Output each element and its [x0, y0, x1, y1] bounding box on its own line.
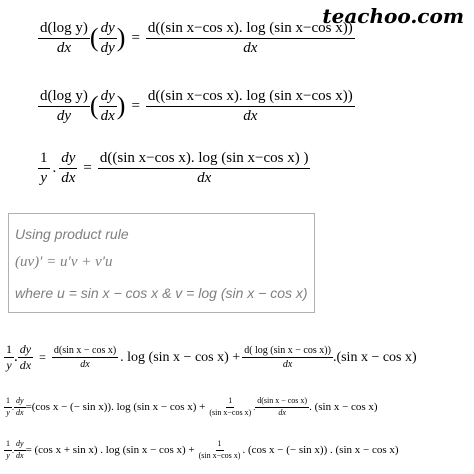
equation-line-3 [38, 150, 310, 186]
numerator: 1 [4, 343, 14, 358]
numerator: 1 [38, 150, 50, 169]
bottom-row-1: $\frac{1}{y}$ . $\frac{dy}{dx}$ = $\frac{\text{d(sin x − cos x)}}{dx}$ . log (sin x − cos x) + $\frac{\text{d( log (sin x − cos x))}}{dx}$ .(sin x − cos x) [6, 342, 417, 373]
fraction [38, 150, 50, 186]
product-rule-where: where u = sin x − cos x & v = log (sin x − cos x) [15, 285, 308, 301]
denominator: dx [278, 407, 286, 417]
denominator: dx [282, 359, 293, 371]
bottom-row-2: $\frac{1}{y}$ . $\frac{dy}{dx}$ =(cos x − (− sin x)). log (sin x − cos x) + $\frac{1}{\text{(sin x−cos x)}}$ . $\frac{\text{d(sin x − cos x)}}{dx}$ . (sin x − cos x) [6, 396, 378, 417]
denominator: dx [56, 39, 72, 56]
equation-line-1: $\frac{\text{d(log y)}}{dx}$ ( $\frac{dy}{dy}$ ) = $\frac{\text{d((sin x−cos x). log (sin x−cos x))}}{dx}$ [40, 20, 353, 56]
numerator: dy [18, 343, 33, 358]
term-text: =(cos x − (− sin x)). log (sin x − cos x) + [25, 401, 206, 414]
numerator: d((sin x−cos x). log (sin x−cos x) ) [98, 150, 311, 169]
product-rule-box [8, 213, 315, 313]
fraction [98, 150, 311, 186]
numerator: dy [14, 397, 26, 408]
numerator: d((sin x−cos x). log (sin x−cos x)) [146, 20, 355, 39]
fraction [146, 88, 355, 124]
fraction [4, 397, 12, 418]
term-text: . (cos x − (− sin x)) . (sin x − cos x) [242, 444, 399, 457]
fraction [14, 440, 26, 461]
term-text: = (cos x + sin x) . log (sin x − cos x) + [25, 444, 195, 457]
fraction [38, 88, 90, 124]
term-text: . log (sin x − cos x) + [120, 349, 241, 365]
numerator: 1 [226, 397, 234, 408]
fraction [18, 343, 33, 372]
fraction [4, 343, 14, 372]
denominator: dx [16, 450, 24, 460]
equals-sign: = [131, 97, 140, 114]
numerator: 1 [216, 440, 224, 451]
numerator: d(log y) [38, 20, 90, 39]
denominator: dx [61, 169, 76, 186]
denominator: y [40, 169, 48, 186]
teachoo-logo: teachoo.com [322, 4, 464, 28]
fraction [99, 20, 117, 56]
denominator: (sin x−cos x) [198, 450, 241, 460]
product-rule-title: Using product rule [15, 226, 129, 242]
numerator: 1 [4, 397, 12, 408]
bottom-row-3: $\frac{1}{y}$ . $\frac{dy}{dx}$ = (cos x + sin x) . log (sin x − cos x) + $\frac{1}{\text{(sin x−cos x)}}$ . (cos x − (− sin x)) . (sin x − cos x) [6, 439, 399, 460]
numerator: d( log (sin x − cos x)) [244, 345, 331, 357]
denominator: dx [16, 407, 24, 417]
fraction [146, 20, 355, 56]
fraction [38, 20, 90, 56]
denominator: (sin x−cos x) [209, 407, 252, 417]
denominator: y [6, 450, 10, 460]
denominator: y [6, 407, 10, 417]
equation-line-2: $\frac{\text{d(log y)}}{dy}$ ( $\frac{dy}{dx}$ ) = $\frac{\text{d((sin x−cos x). log (sin x−cos x))}}{dx}$ [40, 88, 353, 124]
fraction [14, 397, 26, 418]
numerator: dy [99, 20, 117, 39]
equals-sign: = [83, 159, 92, 176]
fraction [4, 440, 12, 461]
numerator: dy [14, 440, 26, 451]
fraction [52, 345, 118, 370]
denominator: dx [197, 169, 212, 186]
fraction [255, 397, 309, 418]
numerator: d(sin x − cos x) [53, 345, 117, 357]
fraction [59, 150, 77, 186]
denominator: y [6, 358, 12, 373]
dot: . [52, 159, 57, 176]
numerator: d(sin x − cos x) [255, 397, 309, 408]
denominator: dy [100, 39, 115, 56]
numerator: d((sin x−cos x). log (sin x−cos x)) [146, 88, 355, 107]
numerator: dy [99, 88, 117, 107]
fraction [197, 440, 243, 461]
denominator: dx [100, 107, 115, 124]
denominator: dx [243, 107, 258, 124]
fraction [207, 397, 253, 418]
fraction [99, 88, 117, 124]
denominator: dx [243, 39, 258, 56]
numerator: d(log y) [38, 88, 90, 107]
denominator: dx [80, 359, 90, 371]
equals-sign: = [131, 29, 140, 46]
product-rule-formula: (uv)′ = u′v + v′u [15, 254, 113, 270]
numerator: 1 [4, 440, 12, 451]
fraction [242, 345, 333, 370]
term-text: .(sin x − cos x) [332, 349, 417, 365]
numerator: dy [59, 150, 77, 169]
equals-sign: = [39, 350, 46, 365]
denominator: dx [19, 358, 32, 373]
term-text: . (sin x − cos x) [309, 401, 378, 414]
denominator: dy [56, 107, 72, 124]
